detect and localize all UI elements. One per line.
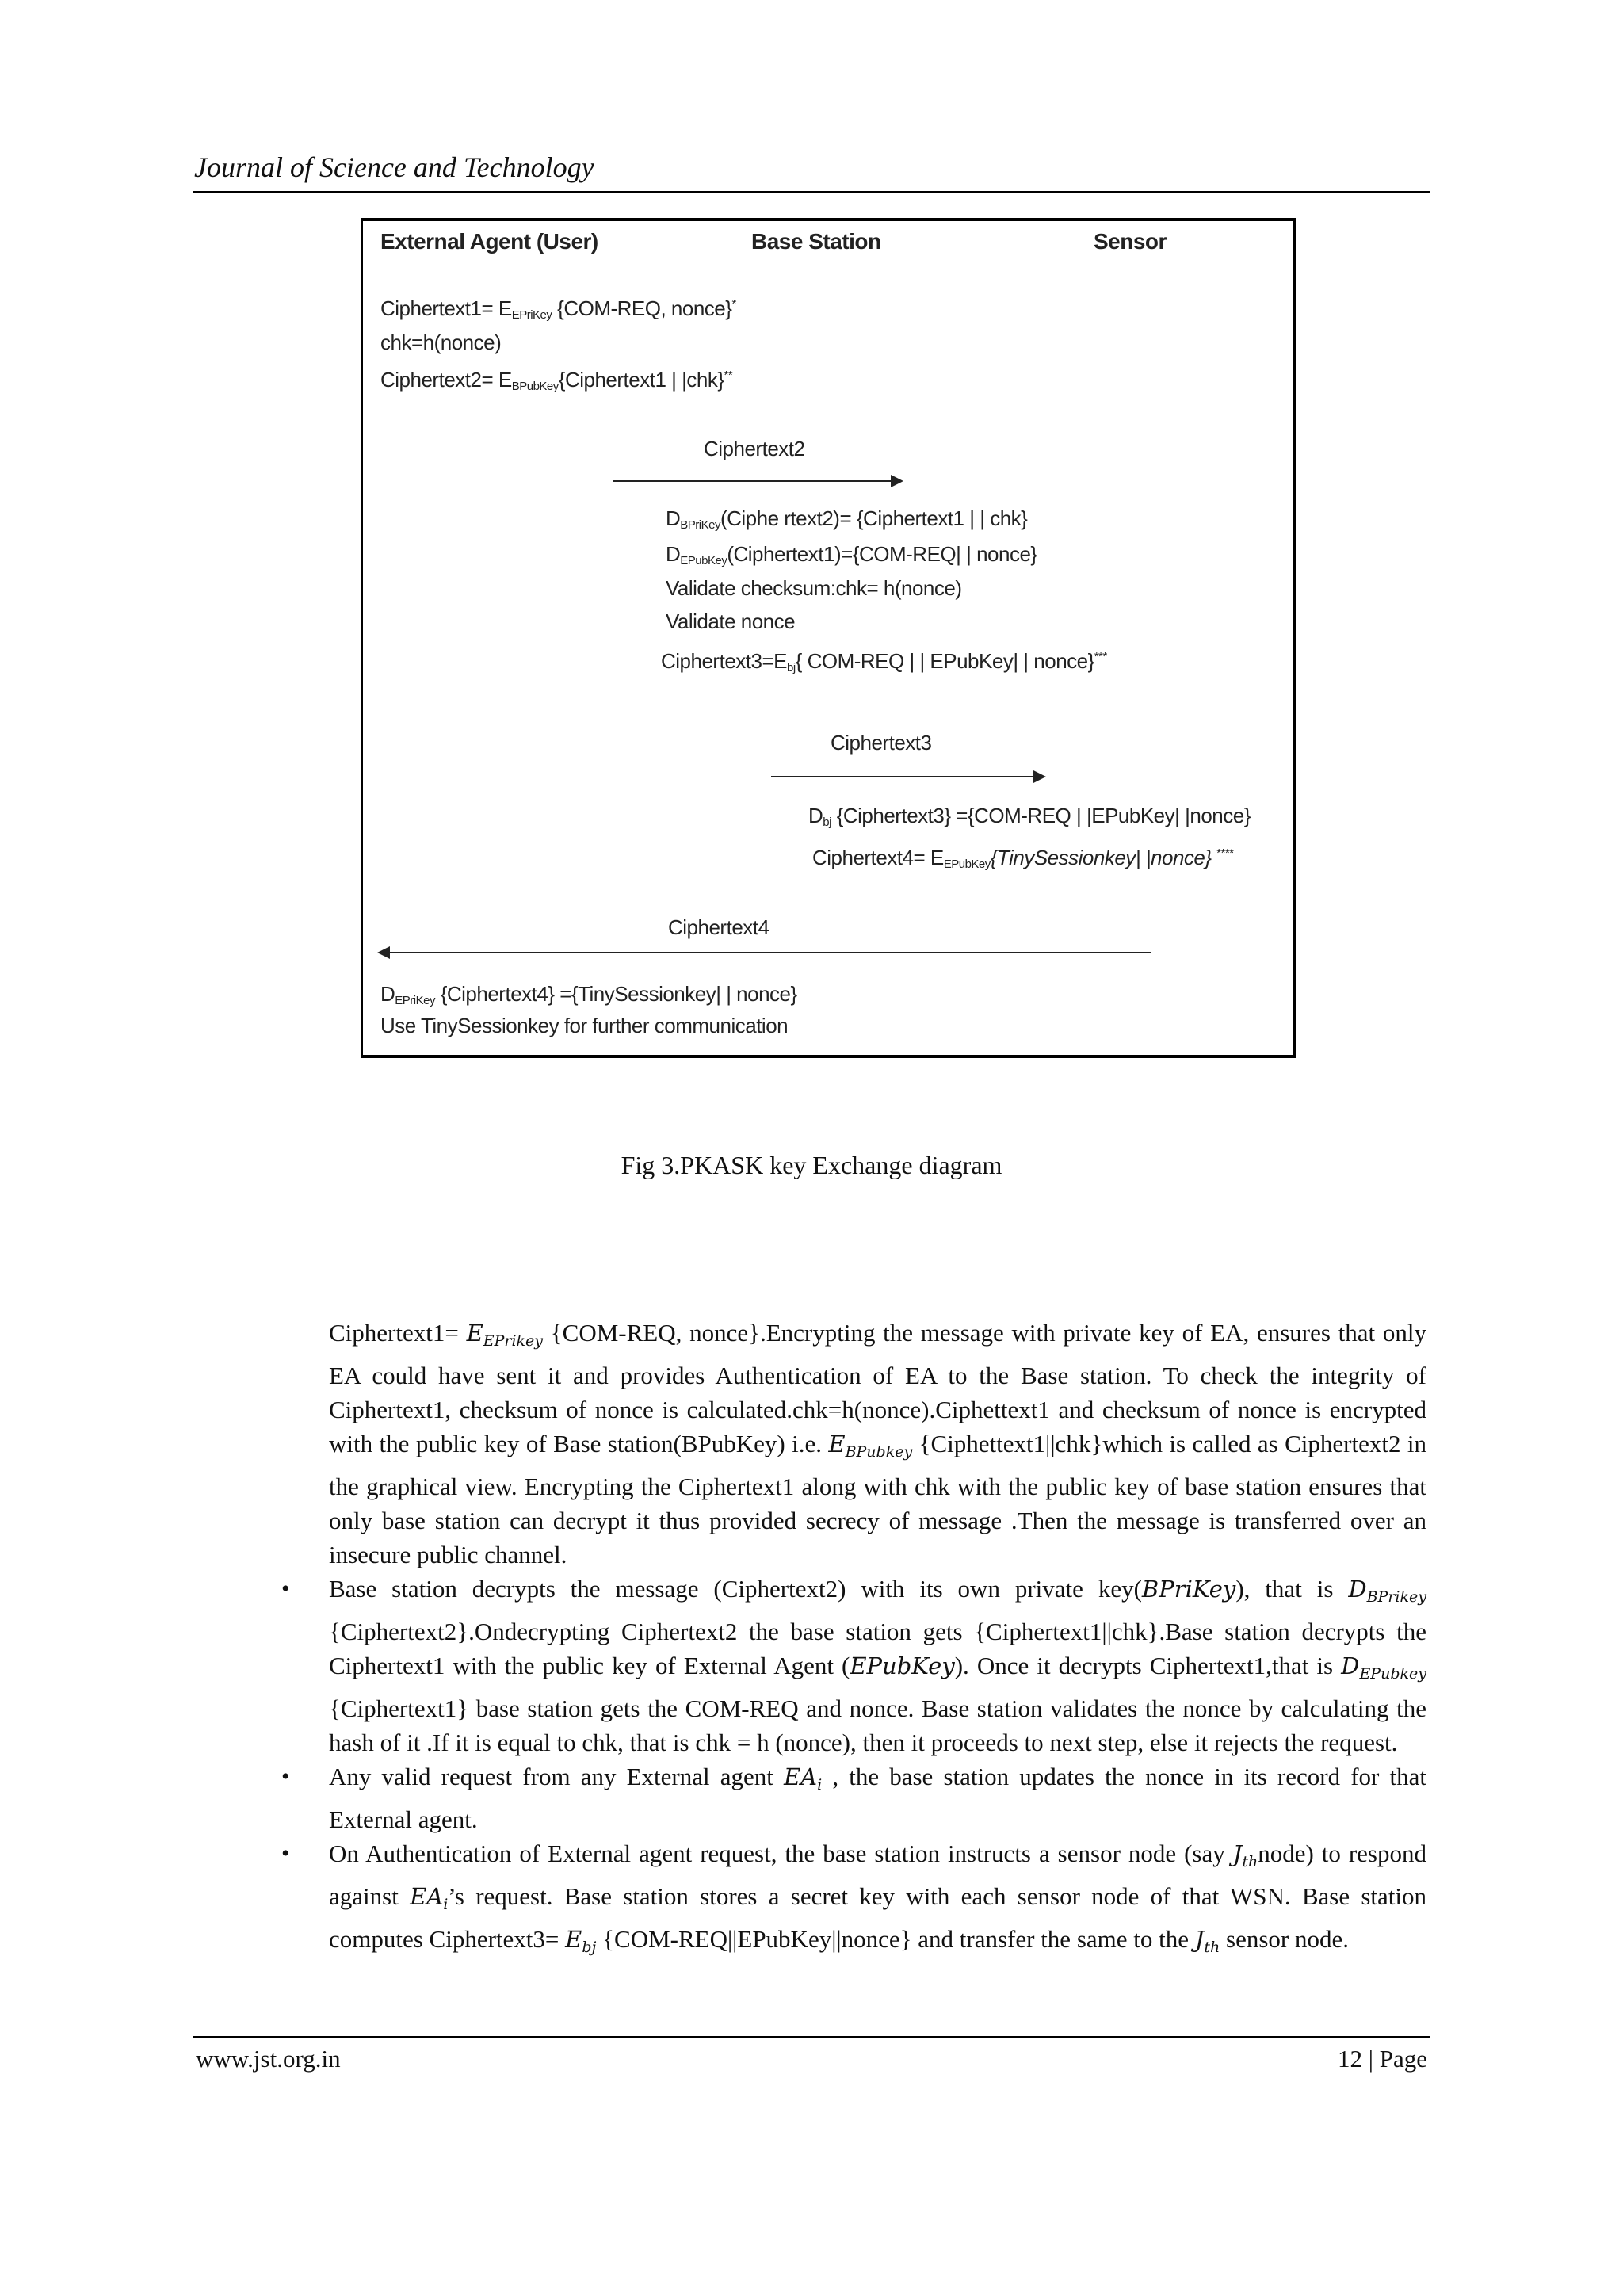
arrow-ea-to-bs [613, 480, 902, 482]
ciphertext4-formula: Ciphertext4= $E_{EPubKey}\{TinySessionkey|$ |nonce} **** [812, 846, 1234, 871]
key-exchange-diagram [361, 218, 1296, 1058]
column-external-agent: External Agent (User) [380, 229, 598, 254]
decrypt-ciphertext3: $D_{bj}$ {Ciphertext3} ={COM-REQ | |EPubKey| |nonce} [808, 804, 1251, 829]
list-item: • On Authentication of External agent request, the base station instructs a sensor node (say Jthnode) to respond against EAi’s request. Base station stores a secret key with each sensor node of that WSN. Base station computes Ciphertext3= Ebj {COM-REQ||EPubKey||nonce} and transfer the same to the Jth sensor node. [329, 1836, 1426, 1965]
paragraph-ciphertext1: Ciphertext1= EEPrikey {COM-REQ, nonce}.Encrypting the message with private key of EA, ensures that only EA could have sent it and provides Authentication of EA to the Base station. To check the integrity of Ciphertext1, checksum of nonce is calculated.chk=h(nonce).Ciphettext1 and checksum of nonce is encrypted with the public key of Base station(BPubKey) i.e. EBPubkey {Ciphettext1||chk}which is called as Ciphertext2 in the graphical view. Encrypting the Ciphertext1 along with chk with the public key of base station ensures that only base station can decrypt it thus provided secrecy of message .Then the message is transferred over an insecure public channel. [329, 1319, 1427, 1568]
bullet-icon: • [281, 1763, 290, 1790]
footer-url: www.jst.org.in [196, 2045, 341, 2073]
arrow2-label: Ciphertext3 [831, 731, 932, 755]
decrypt-ciphertext2: $D_{BPriKey}(Ciphe$ rtext2)= {Ciphertext1 | | chk} [666, 506, 1028, 532]
ciphertext1-formula: Ciphertext1= $E_{EPriKey}$ {COM-REQ, nonce}* [380, 296, 736, 322]
validate-checksum: Validate checksum:chk= h(nonce) [666, 576, 962, 600]
list-item: • Any valid request from any External agent EAi , the base station updates the nonce in its record for that External agent. [329, 1759, 1426, 1836]
bullet-list [281, 1572, 1427, 1965]
bullet-icon: • [281, 1840, 290, 1866]
arrow-sensor-to-ea [379, 952, 1151, 953]
decrypt-ciphertext1: $D_{EPubKey}(Ciphertext1)=\{COM-REQ|$ | nonce} [666, 542, 1037, 567]
body-text [281, 1316, 1427, 1965]
chk-formula: chk=h(nonce) [380, 330, 502, 354]
footer-rule [193, 2036, 1430, 2038]
arrow3-label: Ciphertext4 [668, 915, 769, 939]
decrypt-ciphertext4: $D_{EPriKey}$ {Ciphertext4} ={TinySessionkey| | nonce} [380, 982, 797, 1007]
use-session-key: Use TinySessionkey for further communication [380, 1014, 789, 1037]
column-base-station: Base Station [751, 229, 881, 254]
arrow-bs-to-sensor [771, 776, 1044, 777]
page-number: 12 | Page [1338, 2045, 1427, 2073]
arrow1-label: Ciphertext2 [704, 437, 805, 460]
ciphertext2-formula: Ciphertext2= $E_{BPubKey}\{Ciphertext1$ | |chk}** [380, 368, 733, 393]
figure-caption: Fig 3.PKASK key Exchange diagram [621, 1151, 1002, 1179]
validate-nonce: Validate nonce [666, 609, 796, 633]
list-item: • Base station decrypts the message (Ciphertext2) with its own private key(BPriKey), that is DBPrikey {Ciphertext2}.Ondecrypting Ciphertext2 the base station gets {Ciphertext1||chk}.Base station decrypts the Ciphertext1 with the public key of External Agent (EPubKey). Once it decrypts Ciphertext1,that is DEPubkey {Ciphertext1} base station gets the COM-REQ and nonce. Base station validates the nonce by calculating the hash of it .If it is equal to chk, that is chk = h (nonce), then it proceeds to next step, else it rejects the request. [329, 1572, 1426, 1759]
ciphertext3-formula: $Ciphertext3=E_{bj}${ COM-REQ | | EPubKey| | nonce}*** [661, 649, 1107, 674]
bullet-icon: • [281, 1576, 290, 1602]
column-sensor: Sensor [1094, 229, 1167, 254]
journal-title: Journal of Science and Technology [194, 151, 594, 183]
header-rule [193, 191, 1430, 193]
